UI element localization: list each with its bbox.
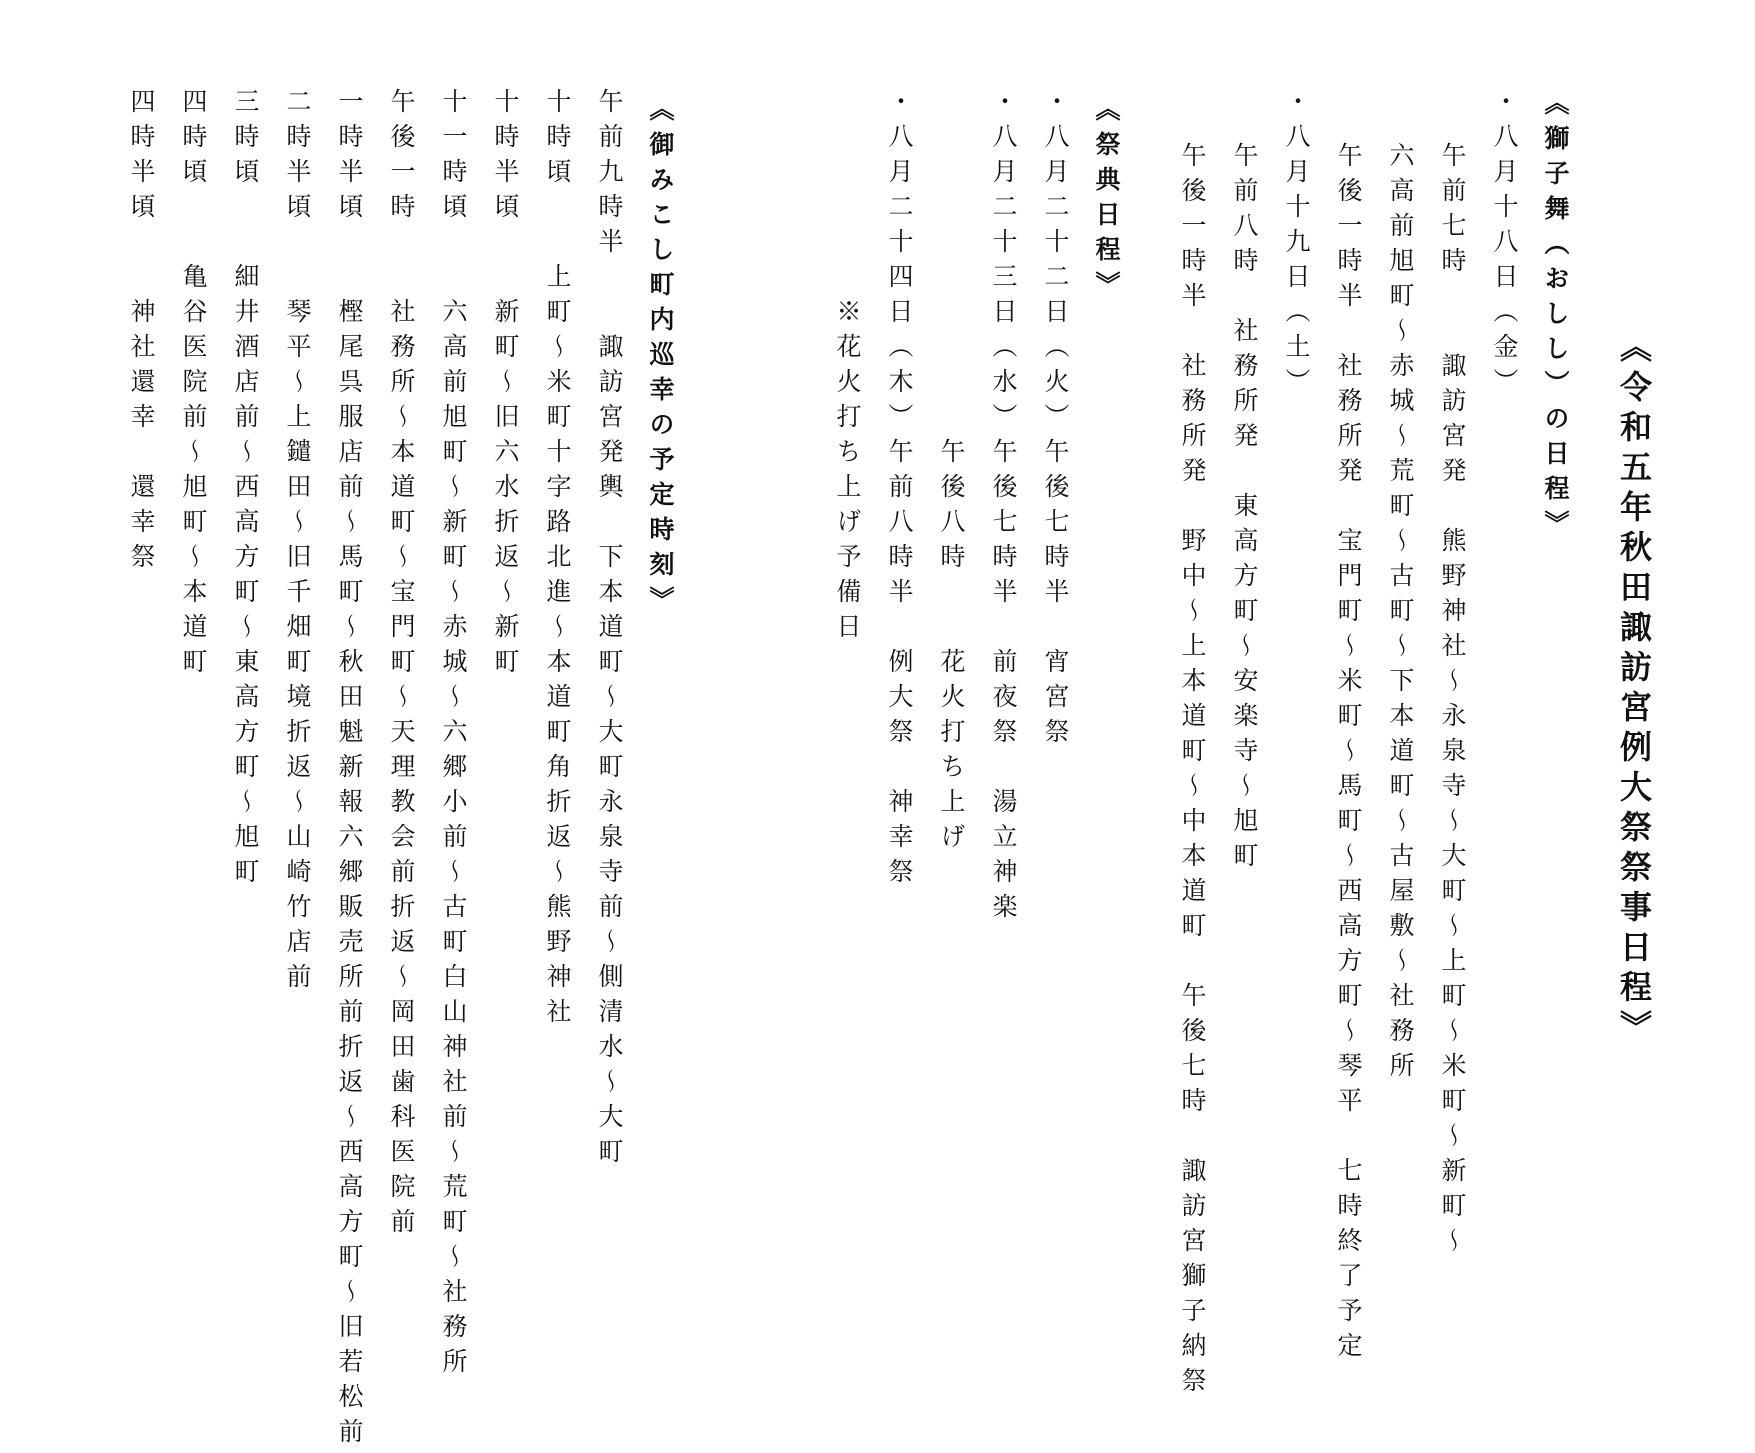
mikoshi-line-3: 十時半頃 新町～旧六水折返～新町 — [491, 88, 520, 683]
saiten-line-3: 午後八時 花火打ち上げ — [937, 88, 966, 858]
shishimai-line-3: 六高前旭町～赤城～荒町～古町～下本道町～古屋敷～社務所 — [1386, 142, 1415, 1087]
mikoshi-line-8: 三時頃 細井酒店前～西高方町～東高方町～旭町 — [231, 88, 260, 893]
shishimai-line-5: ・八月十九日（土） — [1282, 88, 1311, 403]
shishimai-line-1: ・八月十八日（金） — [1490, 88, 1519, 403]
mikoshi-line-10: 四時半頃 神社還幸 還幸祭 — [127, 88, 156, 578]
shishimai-line-7: 午後一時半 社務所発 野中～上本道町～中本道町 午後七時 諏訪宮獅子納祭 — [1178, 142, 1207, 1402]
mikoshi-line-2: 十時頃 上町～米町十字路北進～本道町角折返～熊野神社 — [543, 88, 572, 1033]
shishimai-line-4: 午後一時半 社務所発 宝門町～米町～馬町～西高方町～琴平 七時終了予定 — [1334, 142, 1363, 1367]
saiten-heading: 《祭典日程》 — [1092, 96, 1121, 306]
shishimai-line-6: 午前八時 社務所発 東高方町～安楽寺～旭町 — [1230, 142, 1259, 877]
mikoshi-line-9: 四時頃 亀谷医院前～旭町～本道町 — [179, 88, 208, 683]
page-title: 《令和五年秋田諏訪宮例大祭祭事日程》 — [1615, 330, 1653, 1050]
mikoshi-line-6: 一時半頃 樫尾呉服店前～馬町～秋田魁新報六郷販売所前折返～西高方町～旧若松前 — [335, 88, 364, 1453]
saiten-line-4: ・八月二十四日（木）午前八時半 例大祭 神幸祭 — [885, 88, 914, 893]
saiten-line-5: ※花火打ち上げ予備日 — [833, 88, 862, 648]
mikoshi-line-7: 二時半頃 琴平～上鑓田～旧千畑町境折返～山崎竹店前 — [283, 88, 312, 998]
saiten-line-2: ・八月二十三日（水）午後七時半 前夜祭 湯立神楽 — [989, 88, 1018, 928]
shishimai-line-2: 午前七時 諏訪宮発 熊野神社～永泉寺～大町～上町～米町～新町～ — [1438, 142, 1467, 1262]
mikoshi-heading: 《御みこし町内巡幸の予定時刻》 — [646, 96, 675, 621]
mikoshi-line-4: 十一時頃 六高前旭町～新町～赤城～六郷小前～古町白山神社前～荒町～社務所 — [439, 88, 468, 1383]
saiten-line-1: ・八月二十二日（火）午後七時半 宵宮祭 — [1041, 88, 1070, 753]
mikoshi-line-1: 午前九時半 諏訪宮発輿 下本道町～大町永泉寺前～側清水～大町 — [595, 88, 624, 1173]
shishimai-heading: 《獅子舞（おしし）の日程》 — [1541, 90, 1570, 545]
mikoshi-line-5: 午後一時 社務所～本道町～宝門町～天理教会前折返～岡田歯科医院前 — [387, 88, 416, 1243]
